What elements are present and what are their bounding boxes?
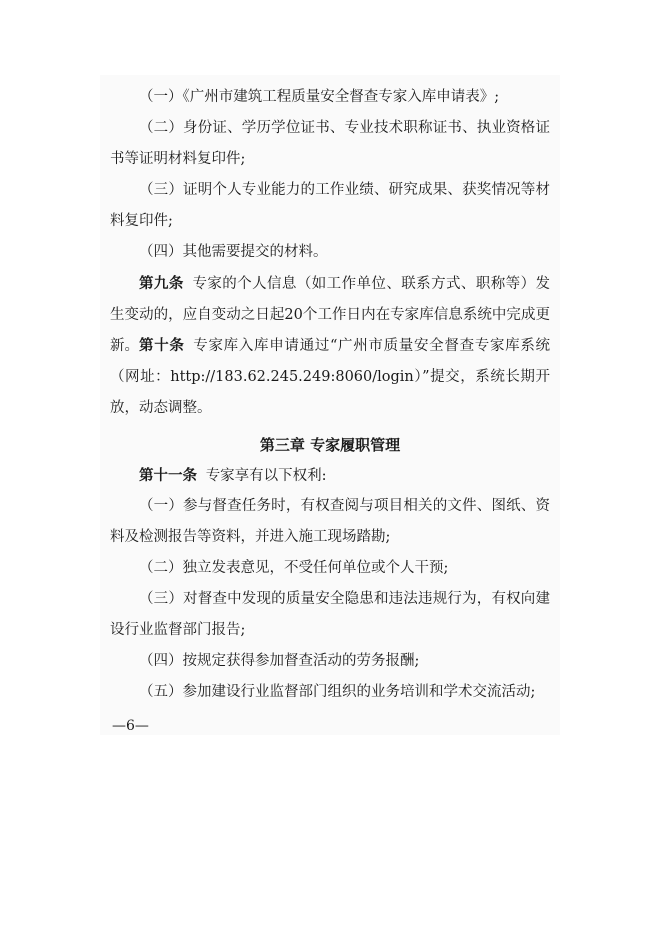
article-11-text: 专家享有以下权利:	[205, 468, 327, 484]
right-item-1: （一）参与督查任务时，有权查阅与项目相关的文件、图纸、资料及检测报告等资料，并进入施工现场踏勘;	[110, 498, 550, 545]
article-10-text: 专家库入库申请通过“广州市质量安全督查专家库系统（网址：http://183.62.245.249:8060/login）”提交，系统长期开放，动态调整。	[110, 338, 551, 416]
list-item-4: （四）其他需要提交的材料。	[139, 244, 328, 260]
right-item-5: （五）参加建设行业监督部门组织的业务培训和学术交流活动;	[139, 684, 536, 700]
right-item-2: （二）独立发表意见，不受任何单位或个人干预;	[139, 560, 449, 576]
list-item-1: （一）《广州市建筑工程质量安全督查专家入库申请表》;	[139, 89, 500, 105]
right-item-4: （四）按规定获得参加督查活动的劳务报酬;	[139, 653, 420, 669]
article-9-text: 专家的个人信息（如工作单位、联系方式、职称等）发生变动的，应自变动之日起20个工作日内在专家库信息系统中完成更新。	[110, 276, 551, 354]
right-item-3: （三）对督查中发现的质量安全隐患和违法违规行为，有权向建设行业监督部门报告;	[110, 591, 550, 638]
page-number: —6—	[112, 718, 149, 734]
article-11	[110, 460, 550, 492]
article-11-label: 第十一条	[139, 467, 197, 484]
list-item-2: （二）身份证、学历学位证书、专业技术职称证书、执业资格证书等证明材料复印件;	[110, 120, 550, 167]
chapter-title: 第三章 专家履职管理	[259, 436, 401, 454]
article-10	[110, 330, 550, 424]
article-10-label: 第十条	[139, 337, 185, 354]
list-item-3: （三）证明个人专业能力的工作业绩、研究成果、获奖情况等材料复印件;	[110, 182, 550, 229]
article-9-label: 第九条	[139, 275, 184, 292]
